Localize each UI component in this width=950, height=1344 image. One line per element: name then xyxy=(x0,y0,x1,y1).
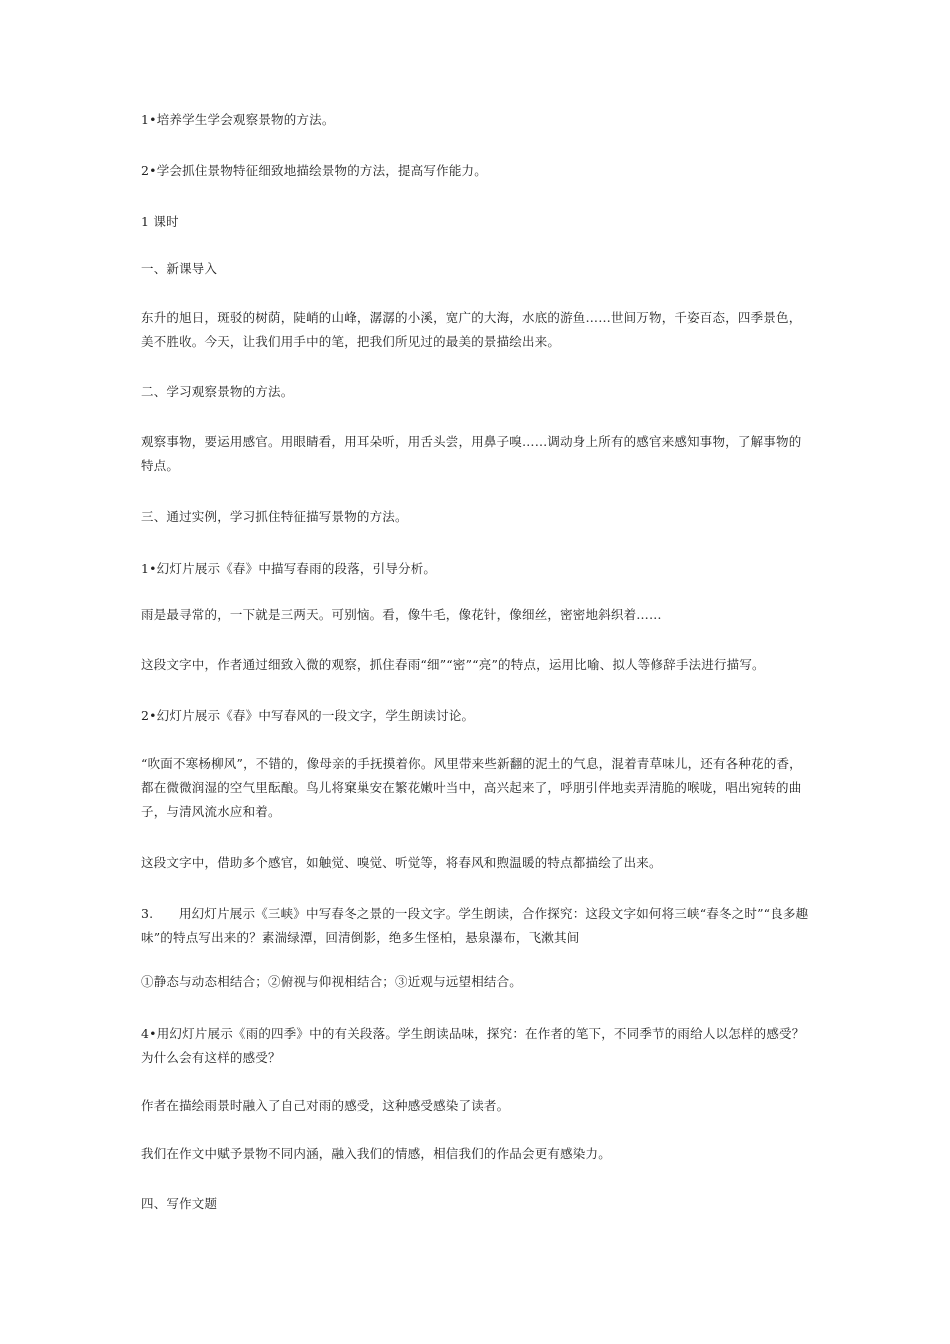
example-2-title: 2•幻灯片展示《春》中写春风的一段文字，学生朗读讨论。 xyxy=(141,708,475,723)
example-1-title: 1•幻灯片展示《春》中描写春雨的段落，引导分析。 xyxy=(141,561,437,576)
example-3-text: 用幻灯片展示《三峡》中写春冬之景的一段文字。学生朗读，合作探究：这段文字如何将三峡“春冬之时”“良多趣味”的特点写出来的？素湍绿潭，回清倒影，绝多生怪柏，悬泉瀑布，飞漱其间 xyxy=(141,906,809,945)
section-heading-3: 三、通过实例，学习抓住特征描写景物的方法。 xyxy=(141,509,408,524)
three-gorges-techniques: ①静态与动态相结合；②俯视与仰视相结合；③近观与远望相结合。 xyxy=(141,974,523,989)
objective-1: 1•培养学生学会观察景物的方法。 xyxy=(141,112,335,127)
class-hours: 1 课时 xyxy=(141,214,179,229)
rain-feeling-analysis: 作者在描绘雨景时融入了自己对雨的感受，这种感受感染了读者。 xyxy=(141,1098,510,1113)
intro-paragraph: 东升的旭日，斑驳的树荫，陡峭的山峰，潺潺的小溪，宽广的大海，水底的游鱼……世间万物，千姿百态，四季景色，美不胜收。今天，让我们用手中的笔，把我们所见过的最美的景描绘出来。 xyxy=(141,310,802,349)
spring-rain-quote: 雨是最寻常的，一下就是三两天。可别恼。看，像牛毛，像花针，像细丝，密密地斜织着…… xyxy=(141,607,662,622)
spring-wind-analysis: 这段文字中，借助多个感官，如触觉、嗅觉、听觉等，将春风和煦温暖的特点都描绘了出来。 xyxy=(141,855,662,870)
example-4-paragraph: 4•用幻灯片展示《雨的四季》中的有关段落。学生朗读品味，探究：在作者的笔下，不同季节的雨给人以怎样的感受？为什么会有这样的感受？ xyxy=(141,1026,805,1065)
section-heading-4: 四、写作文题 xyxy=(141,1196,218,1211)
section-heading-1: 一、新课导入 xyxy=(141,261,218,276)
summary-paragraph: 我们在作文中赋予景物不同内涵，融入我们的情感，相信我们的作品会更有感染力。 xyxy=(141,1146,611,1161)
observation-paragraph: 观察事物，要运用感官。用眼睛看，用耳朵听，用舌头尝，用鼻子嗅……调动身上所有的感官来感知事物，了解事物的特点。 xyxy=(141,434,802,473)
section-heading-2: 二、学习观察景物的方法。 xyxy=(141,384,294,399)
objective-2: 2•学会抓住景物特征细致地描绘景物的方法，提高写作能力。 xyxy=(141,163,487,178)
spring-wind-quote: “吹面不寒杨柳风”，不错的，像母亲的手抚摸着你。风里带来些新翻的泥土的气息，混着青草味儿，还有各种花的香，都在微微润湿的空气里酝酿。鸟儿将窠巢安在繁花嫩叶当中，高兴起来了，呼朋引伴地卖弄清脆的喉咙，唱出宛转的曲子，与清风流水应和着。 xyxy=(141,756,802,819)
spring-rain-analysis: 这段文字中，作者通过细致入微的观察，抓住春雨“细”“密”“亮”的特点，运用比喻、拟人等修辞手法进行描写。 xyxy=(141,657,765,672)
item-number: 3. xyxy=(141,906,154,921)
example-3-paragraph xyxy=(141,902,813,950)
